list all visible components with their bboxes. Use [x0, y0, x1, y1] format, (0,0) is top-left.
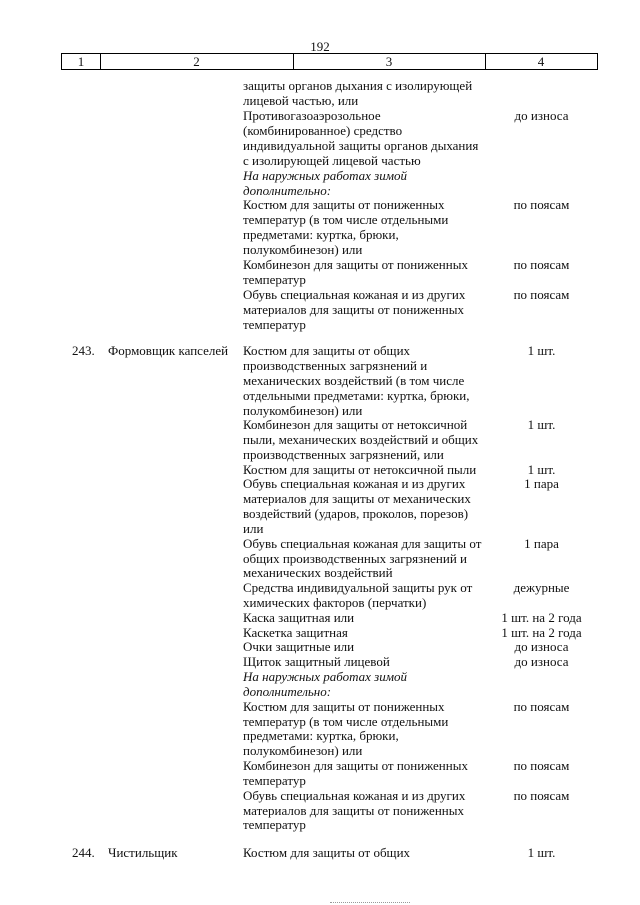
item-norm: 1 шт. на 2 года: [501, 625, 582, 640]
item-norm: по поясам: [513, 287, 570, 302]
item-text: Обувь специальная кожаная для защиты от: [243, 536, 482, 551]
scan-artifact: [330, 902, 410, 904]
item-text: полукомбинезон) или: [243, 403, 363, 418]
item-text: Костюм для защиты от пониженных: [243, 699, 445, 714]
item-text: Противогазоаэрозольное: [243, 108, 381, 123]
item-text: механических воздействий: [243, 565, 393, 580]
item-text: Костюм для защиты от общих: [243, 845, 411, 860]
item-norm: 1 шт.: [527, 343, 556, 358]
item-text: предметами: куртка, брюки,: [243, 227, 399, 242]
header-col-2: 2: [193, 54, 200, 69]
profession-name: Чистильщик: [108, 845, 178, 860]
header-col-1: 1: [77, 54, 85, 69]
item-text: Каска защитная или: [243, 610, 355, 625]
item-norm: до износа: [514, 108, 569, 123]
item-text: лицевой частью, или: [243, 93, 359, 108]
item-text: общих производственных загрязнений и: [243, 551, 468, 566]
item-norm: по поясам: [513, 257, 570, 272]
item-norm: по поясам: [513, 788, 570, 803]
item-text: температур: [243, 317, 306, 332]
item-norm: по поясам: [513, 758, 570, 773]
item-norm: 1 шт.: [527, 845, 556, 860]
item-text: Обувь специальная кожаная и из других: [243, 476, 466, 491]
item-text: отдельными предметами: куртка, брюки,: [243, 388, 470, 403]
item-text: Костюм для защиты от нетоксичной пыли: [243, 462, 477, 477]
item-text: Комбинезон для защиты от пониженных: [243, 257, 468, 272]
item-text: температур (в том числе отдельными: [243, 714, 449, 729]
item-text: температур: [243, 773, 306, 788]
item-text: температур: [243, 272, 306, 287]
item-text: (комбинированное) средство: [243, 123, 403, 138]
italic-subheading: дополнительно:: [243, 684, 332, 699]
page-number: 192: [310, 39, 330, 54]
item-text: воздействий (ударов, проколов, порезов): [243, 506, 469, 521]
item-text: материалов для защиты от пониженных: [243, 302, 464, 317]
item-text: производственных загрязнений и: [243, 358, 428, 373]
item-text: химических факторов (перчатки): [243, 595, 427, 610]
item-norm: 1 шт.: [527, 462, 556, 477]
table-header: [61, 53, 598, 70]
item-text: Обувь специальная кожаная и из других: [243, 287, 466, 302]
item-norm: по поясам: [513, 197, 570, 212]
item-text: температур (в том числе отдельными: [243, 212, 449, 227]
item-norm: по поясам: [513, 699, 570, 714]
item-norm: до износа: [514, 639, 569, 654]
item-text: Костюм для защиты от общих: [243, 343, 411, 358]
item-text: с изолирующей лицевой частью: [243, 153, 421, 168]
item-text: пыли, механических воздействий и общих: [243, 432, 479, 447]
item-text: предметами: куртка, брюки,: [243, 728, 399, 743]
item-text: Средства индивидуальной защиты рук от: [243, 580, 473, 595]
item-text: полукомбинезон) или: [243, 743, 363, 758]
entry-number: 244.: [72, 845, 95, 860]
entry-number: 243.: [72, 343, 95, 358]
item-text: или: [243, 521, 264, 536]
item-norm: 1 шт. на 2 года: [501, 610, 582, 625]
item-text: Комбинезон для защиты от пониженных: [243, 758, 468, 773]
header-col-4: 4: [537, 54, 545, 69]
item-text: Костюм для защиты от пониженных: [243, 197, 445, 212]
item-text: индивидуальной защиты органов дыхания: [243, 138, 479, 153]
item-text: Щиток защитный лицевой: [243, 654, 390, 669]
item-text: производственных загрязнений, или: [243, 447, 444, 462]
item-norm: 1 шт.: [527, 417, 556, 432]
header-col-3: 3: [385, 54, 393, 69]
item-text: Каскетка защитная: [243, 625, 348, 640]
item-text: температур: [243, 817, 306, 832]
item-norm: 1 пара: [524, 476, 559, 491]
italic-subheading: дополнительно:: [243, 183, 332, 198]
item-text: материалов для защиты от механических: [243, 491, 471, 506]
italic-subheading: На наружных работах зимой: [243, 669, 408, 684]
item-text: Обувь специальная кожаная и из других: [243, 788, 466, 803]
item-text: полукомбинезон) или: [243, 242, 363, 257]
item-text: механических воздействий (в том числе: [243, 373, 465, 388]
item-norm: дежурные: [513, 580, 570, 595]
italic-subheading: На наружных работах зимой: [243, 168, 408, 183]
item-norm: до износа: [514, 654, 569, 669]
item-text: материалов для защиты от пониженных: [243, 803, 464, 818]
profession-name: Формовщик капселей: [108, 343, 229, 358]
item-text: Комбинезон для защиты от нетоксичной: [243, 417, 468, 432]
item-text: защиты органов дыхания с изолирующей: [243, 78, 473, 93]
item-norm: 1 пара: [524, 536, 559, 551]
item-text: Очки защитные или: [243, 639, 355, 654]
